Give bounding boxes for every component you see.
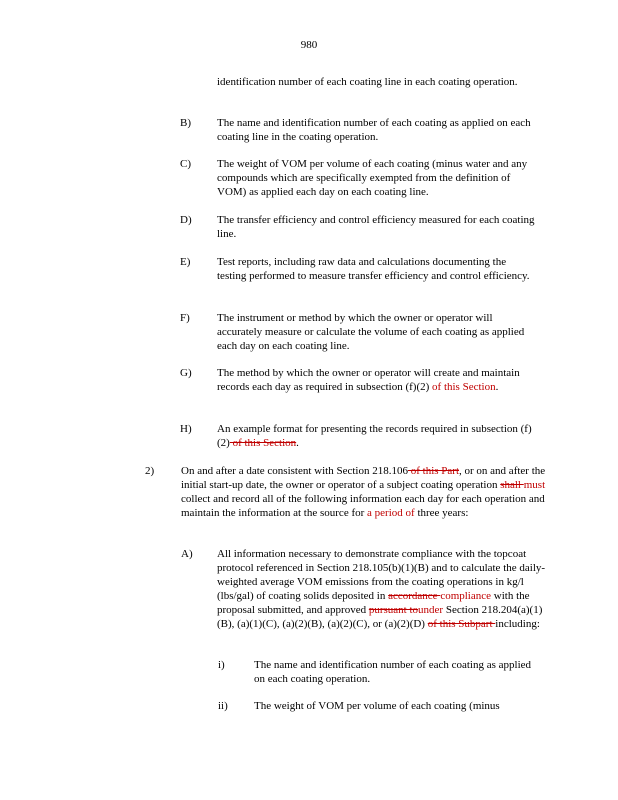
deleted-text: of this Section [229, 437, 297, 449]
item-label: H) [180, 423, 192, 435]
item-text [217, 422, 537, 450]
inserted-text: under [418, 604, 444, 616]
text-segment: collect and record all of the following information each day for each operation and maintain the information at the source for [181, 493, 545, 519]
item-text: The name and identification number of each coating as applied on each coating operation. [254, 659, 532, 685]
item-text: The weight of VOM per volume of each coating (minus [254, 700, 500, 712]
text-segment: Section 218.204(a)(1)(B), (a)(1)(C), (a)(2)(B), (a)(2)(C), or (a)(2)(D) [217, 604, 543, 630]
item-text: Test reports, including raw data and calculations documenting the testing performed to measure transfer efficiency and control efficiency. [217, 256, 530, 282]
deleted-text: of this Subpart [427, 618, 496, 630]
text-segment: . [495, 381, 499, 393]
item-label: E) [180, 256, 191, 268]
inserted-text: a period of [367, 507, 415, 519]
item-label: A) [181, 548, 193, 560]
inserted-text: of this Section [432, 381, 496, 393]
inserted-text: must [523, 479, 546, 491]
deleted-text: accordance [388, 590, 441, 602]
deleted-text: pursuant to [368, 604, 419, 616]
item-label: ii) [218, 700, 228, 712]
item-text: The weight of VOM per volume of each coating (minus water and any compounds which are specifically exempted from the definition of VOM) as applied each day on each coating line. [217, 158, 528, 198]
item-label: D) [180, 214, 192, 226]
deleted-text: shall [500, 479, 524, 491]
inserted-text: compliance [440, 590, 492, 602]
deleted-text: of this Part [407, 465, 460, 477]
item-text: The instrument or method by which the owner or operator will accurately measure or calculate the volume of each coating as applied each day on each coating line. [217, 312, 525, 352]
text-segment: including: [495, 618, 540, 630]
continuation-text: identification number of each coating line in each coating operation. [217, 76, 518, 88]
item-label: B) [180, 117, 191, 129]
page-number: 980 [300, 39, 318, 51]
text-segment: with the proposal submitted, and approved [217, 590, 530, 616]
text-segment: On and after a date consistent with Section 218.106 [181, 465, 408, 477]
item-text [217, 547, 549, 631]
text-segment: The method by which the owner or operator will create and maintain records each day as required in subsection (f)(2) [217, 367, 520, 393]
text-segment: All information necessary to demonstrate compliance with the topcoat protocol referenced in Section 218.105(b)(1)(B) and to calculate the daily-weighted average VOM emissions from the coating operations in kg/l (lbs/gal) of coating solids deposited in [217, 548, 546, 602]
item-text: The transfer efficiency and control efficiency measured for each coating line. [217, 214, 535, 240]
item-text: The name and identification number of each coating as applied on each coating line in the coating operation. [217, 117, 531, 143]
item-text [181, 464, 546, 520]
item-label: G) [180, 367, 192, 379]
text-segment: , or on and after the initial start-up date, the owner or operator of a subject coating operation [181, 465, 546, 491]
text-segment: An example format for presenting the records required in subsection (f)(2) [217, 423, 532, 449]
item-label: i) [218, 659, 225, 671]
text-segment: three years: [414, 507, 469, 519]
item-label: C) [180, 158, 191, 170]
item-text [217, 366, 537, 394]
item-label: 2) [145, 465, 155, 477]
text-segment: . [296, 437, 299, 449]
item-label: F) [180, 312, 190, 324]
